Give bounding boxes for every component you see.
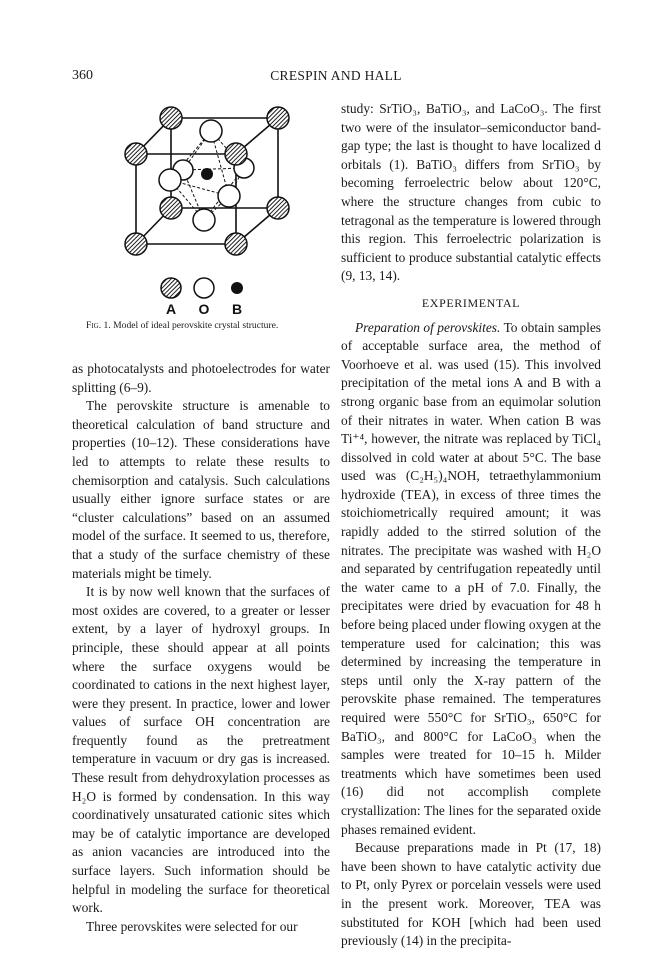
caption-label: Fig. 1. bbox=[86, 320, 111, 331]
a-cation-corner bbox=[125, 143, 147, 165]
paragraph: study: SrTiO₃, BaTiO₃, and LaCoO₃. The first two were of the insulator–semiconductor band-gap type; the last is thought to have localized d orbitals (1). BaTiO₃ differs from SrTiO₃ by becoming ferroelectric below about 120°C, where the structure changes from cubic to tetragonal as the temperature is lowered through this region. This ferroelectric polarization is sufficient to produce substantial catalytic effects (9, 13, 14). bbox=[341, 101, 601, 284]
page-header bbox=[0, 68, 672, 88]
paragraph: It is by now well known that the surfaces of most oxides are covered, to a greater or lesser extent, by a layer of hydroxyl groups. In principle, these should appear at all points where the surface oxygens would be coordinated to cations in the next highest layer, were they present. In practice, lower and lower values of surface OH concentration are frequently found as the pretreatment temperature in vacuum or dry gas is increased. These result from dehydroxylation processes as H₂O is formed by condensation. In this way coordinatively unsaturated cationic sites which may be of catalytic importance are developed as anion vacancies are introduced into the surface layers. Such information should be helpful in modeling the surface for theoretical work. bbox=[72, 584, 330, 916]
paragraph: The perovskite structure is amenable to theoretical calculation of band structure and properties (10–12). These considerations have led to attempts to relate these results to chemisorption and catalysis. Such calculations usually either ignore surface states or are “cluster calculations” based on an assumed model of the surface. It seemed to us, therefore, that a study of the surface chemistry of these materials might be timely. bbox=[72, 398, 330, 581]
legend-b-symbol bbox=[231, 282, 243, 294]
a-cation-corner bbox=[160, 197, 182, 219]
caption-text: Model of ideal perovskite crystal structure. bbox=[113, 320, 279, 331]
paragraph: Because preparations made in Pt (17, 18) have been shown to have catalytic activity due to Pt, only Pyrex or porcelain vessels were used in the present work. Moreover, TEA was substituted for KOH [which had been used previously (14) in the precipita- bbox=[341, 840, 601, 949]
running-head: CRESPIN AND HALL bbox=[270, 68, 402, 83]
legend-a-label: A bbox=[165, 301, 177, 317]
perovskite-figure bbox=[118, 98, 293, 334]
paragraph-body: To obtain samples of acceptable surface area, the method of Voorhoeve et al. was used (15). This involved precipitation of the metal ions A and B with a strong organic base from an equimolar solution of their nitrates in water. When cation B was Ti⁺⁴, however, the nitrate was replaced by TiCl₄ dissolved in cold water at about 5°C. The base used was (C₂H₅)₄NOH, tetraethylammonium hydroxide (TEA), in excess of three times the stoichiometrically required amount; it was rapidly added to the stirred solution of the nitrates. The precipitate was washed with H₂O and separated by centrifugation repeatedly until the water came to a pH of 7.0. Finally, the precipitates were dried by evacuation for 48 h before being placed under flowing oxygen at the temperature used for calcination; this was determined by increasing the temperature in steps until only the X-ray pattern of the perovskite phase remained. The temperatures required were 550°C for SrTiO₃, 650°C for BaTiO₃, and 800°C for LaCoO₃ when the samples were treated for 10–15 h. Milder treatments which have sometimes been used (16) did not accomplish complete crystallization: The lines for the separated oxide phases remained evident. bbox=[341, 319, 601, 837]
right-column bbox=[341, 100, 601, 951]
a-cation-corner bbox=[125, 233, 147, 255]
legend-o-label: O bbox=[198, 301, 210, 317]
paragraph-run-in-title: Preparation of perovskites. bbox=[355, 319, 501, 335]
a-cation-corner bbox=[267, 197, 289, 219]
a-cation-corner bbox=[225, 233, 247, 255]
paragraph: as photocatalysts and photoelectrodes for water splitting (6–9). bbox=[72, 361, 330, 395]
b-cation-center bbox=[201, 168, 213, 180]
legend-o-symbol bbox=[194, 278, 214, 298]
figure-caption bbox=[86, 320, 326, 332]
oxygen-atom-top bbox=[200, 120, 222, 142]
section-heading: EXPERIMENTAL bbox=[421, 295, 521, 310]
a-cation-corner bbox=[267, 107, 289, 129]
paragraph: Three perovskites were selected for our bbox=[86, 918, 298, 934]
oxygen-atom-left bbox=[159, 169, 181, 191]
paragraph bbox=[341, 319, 601, 840]
a-cation-corner bbox=[160, 107, 182, 129]
legend-b-label: B bbox=[231, 301, 243, 317]
page-number: 360 bbox=[72, 68, 93, 83]
oxygen-atom-front bbox=[218, 185, 240, 207]
oxygen-atom-bottom bbox=[193, 209, 215, 231]
left-column bbox=[72, 360, 330, 936]
legend-a-symbol bbox=[161, 278, 181, 298]
a-cation-corner bbox=[225, 143, 247, 165]
perovskite-crystal-diagram bbox=[118, 98, 293, 334]
